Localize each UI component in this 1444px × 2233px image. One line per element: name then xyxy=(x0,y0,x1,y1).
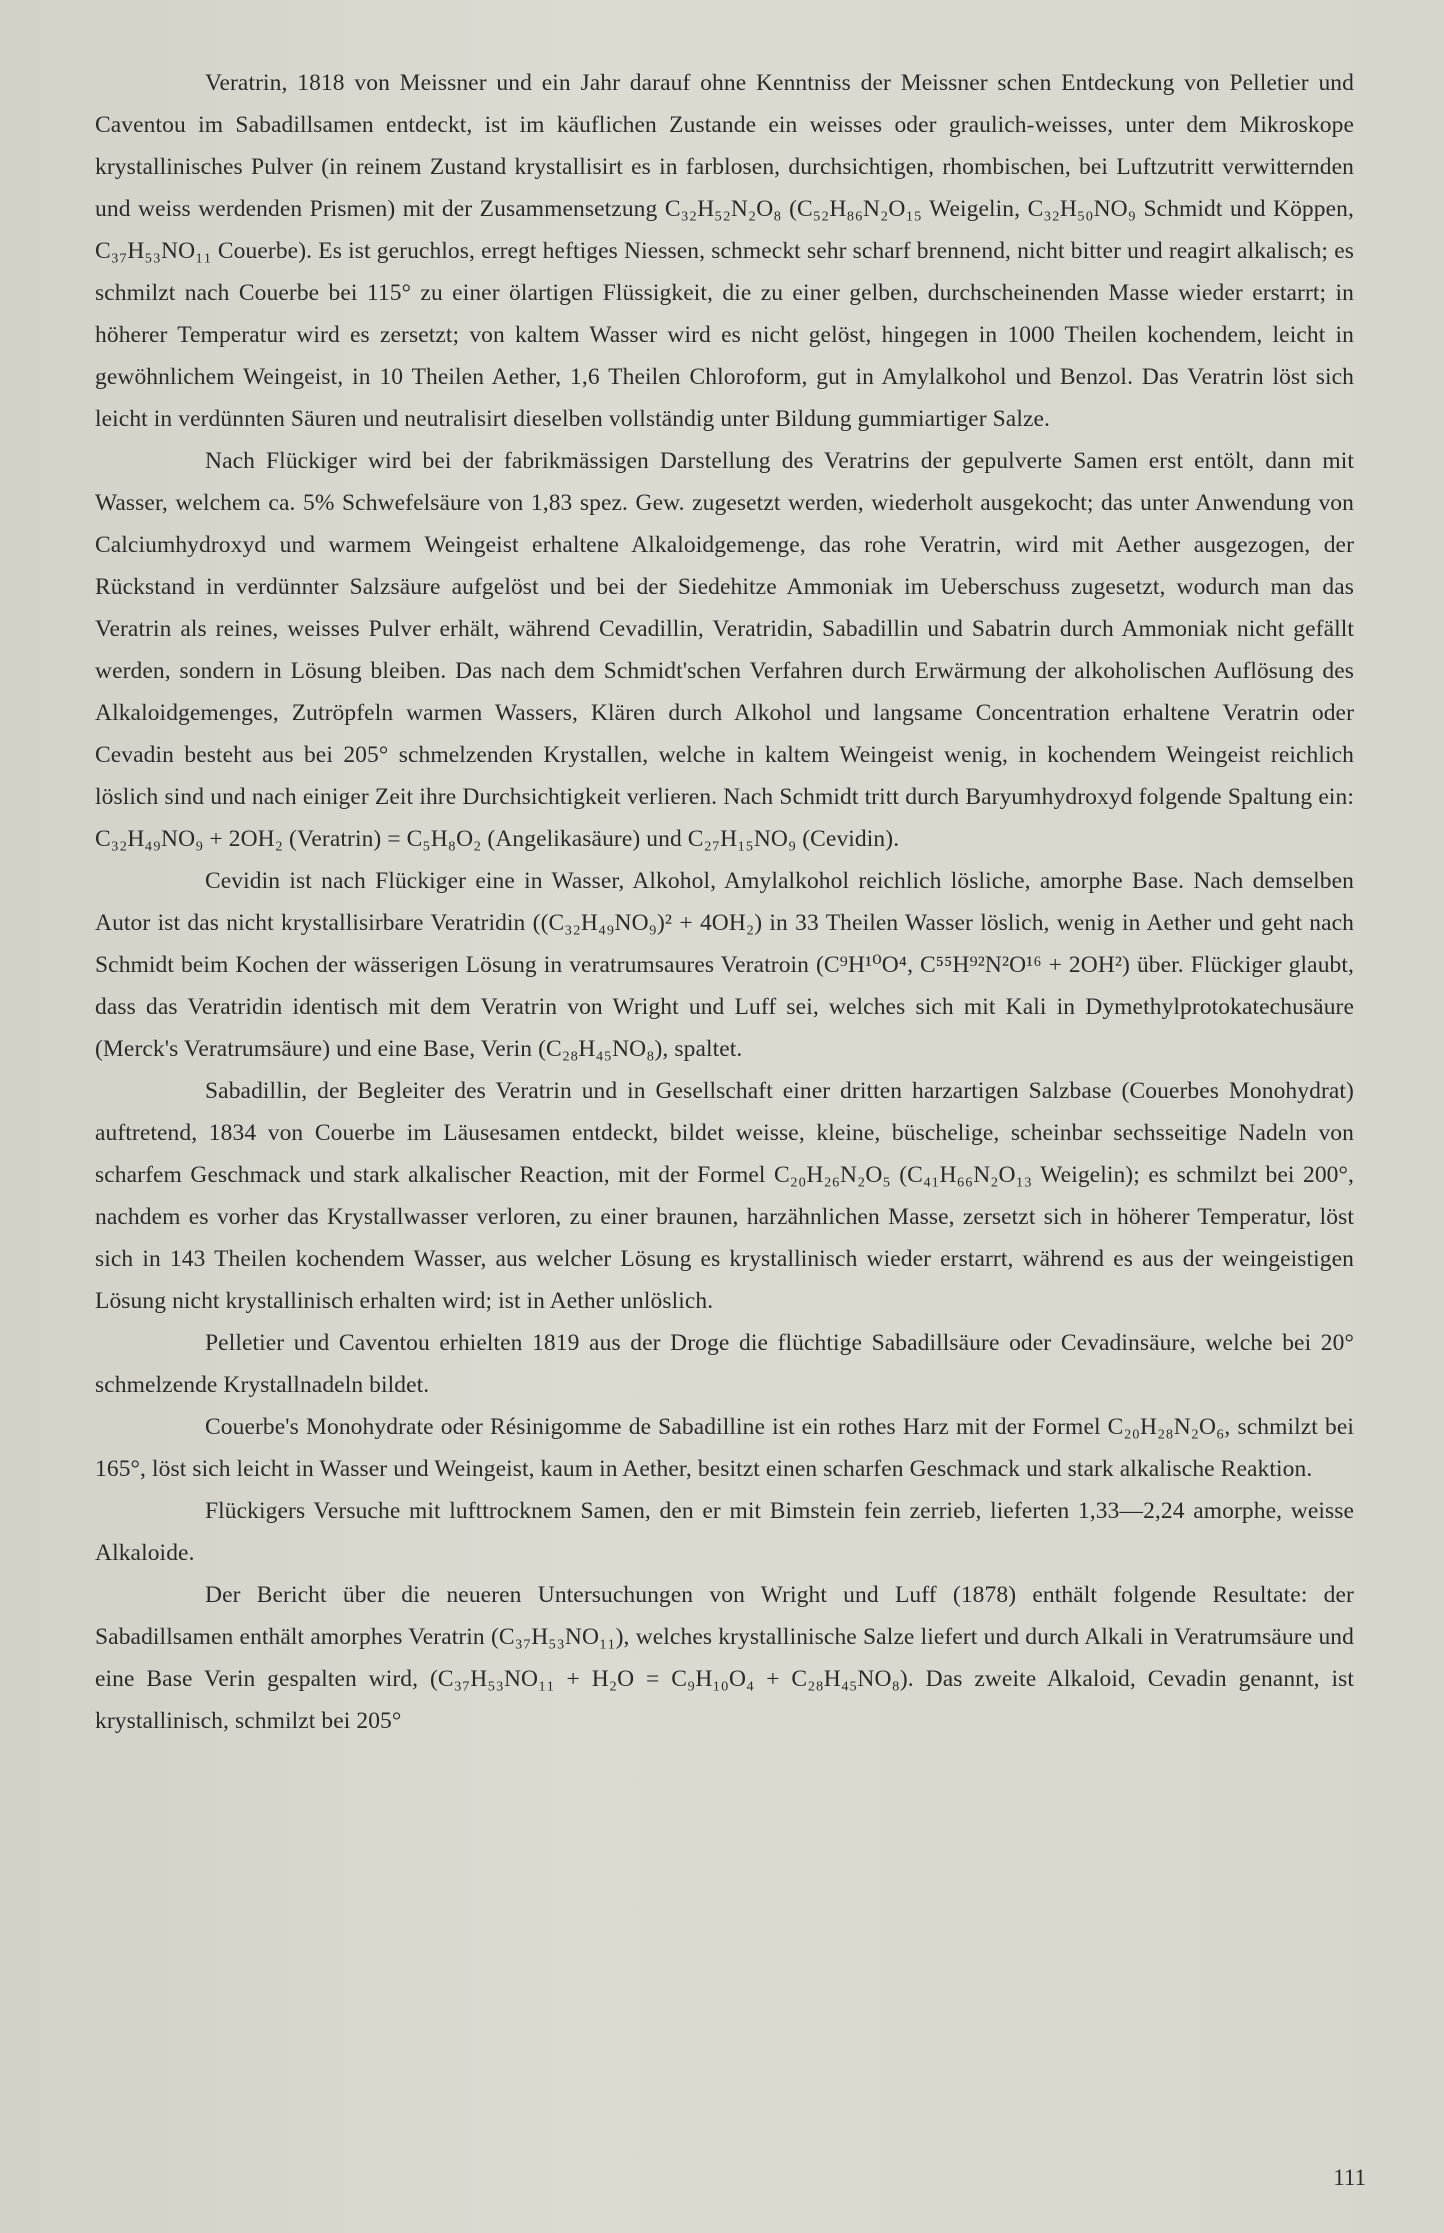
page-number: 111 xyxy=(1333,2165,1366,2190)
paragraph-sabadillin: Sabadillin, der Begleiter des Veratrin und in Gesellschaft einer dritten harzartigen Salzbase (Couerbes Monohydrat) auftretend, 1834 von Couerbe im Läusesamen entdeckt, bildet weisse, kleine, büschelige, scheinbar sechsseitige Nadeln von scharfem Geschmack und stark alkalischer Reaction, mit der Formel C₂₀H₂₆N₂O₅ (C₄₁H₆₆N₂O₁₃ Weigelin); es schmilzt bei 200°, nachdem es vorher das Krystallwasser verloren, zu einer braunen, harzähnlichen Masse, zersetzt sich in höherer Temperatur, löst sich in 143 Theilen kochendem Wasser, aus welcher Lösung es krystallinisch wieder erstarrt, während es aus der weingeistigen Lösung nicht krystallinisch erhalten wird; ist in Aether unlöslich. xyxy=(95,1078,1354,1314)
body-text xyxy=(95,62,1354,1742)
paragraph-flueckiger-versuche: Flückigers Versuche mit lufttrocknem Samen, den er mit Bimstein fein zerrieb, lieferten 1,33—2,24 amorphe, weisse Alkaloide. xyxy=(95,1498,1354,1566)
paragraph-pelletier: Pelletier und Caventou erhielten 1819 aus der Droge die flüchtige Sabadillsäure oder Cevadinsäure, welche bei 20° schmelzende Krystallnadeln bildet. xyxy=(95,1330,1354,1398)
paragraph-cevidin: Cevidin ist nach Flückiger eine in Wasser, Alkohol, Amylalkohol reichlich lösliche, amorphe Base. Nach demselben Autor ist das nicht krystallisirbare Veratridin ((C₃₂H₄₉NO₉)² + 4OH₂) in 33 Theilen Wasser löslich, wenig in Aether und geht nach Schmidt beim Kochen der wässerigen Lösung in veratrumsaures Veratroin (C⁹H¹⁰O⁴, C⁵⁵H⁹²N²O¹⁶ + 2OH²) über. Flückiger glaubt, dass das Veratridin identisch mit dem Veratrin von Wright und Luff sei, welches sich mit Kali in Dymethylprotokatechusäure (Merck's Veratrumsäure) und eine Base, Verin (C₂₈H₄₅NO₈), spaltet. xyxy=(95,868,1354,1062)
paragraph-wright-luff: Der Bericht über die neueren Untersuchungen von Wright und Luff (1878) enthält folgende Resultate: der Sabadillsamen enthält amorphes Veratrin (C₃₇H₅₃NO₁₁), welches krystallinische Salze liefert und durch Alkali in Veratrumsäure und eine Base Verin gespalten wird, (C₃₇H₅₃NO₁₁ + H₂O = C₉H₁₀O₄ + C₂₈H₄₅NO₈). Das zweite Alkaloid, Cevadin genannt, ist krystallinisch, schmilzt bei 205° xyxy=(95,1582,1354,1734)
paragraph-flueckiger-darstellung: Nach Flückiger wird bei der fabrikmässigen Darstellung des Veratrins der gepulverte Samen erst entölt, dann mit Wasser, welchem ca. 5% Schwefelsäure von 1,83 spez. Gew. zugesetzt werden, wiederholt ausgekocht; das unter Anwendung von Calciumhydroxyd und warmem Weingeist erhaltene Alkaloidgemenge, das rohe Veratrin, wird mit Aether ausgezogen, der Rückstand in verdünnter Salzsäure aufgelöst und bei der Siedehitze Ammoniak im Ueberschuss zugesetzt, wodurch man das Veratrin als reines, weisses Pulver erhält, während Cevadillin, Veratridin, Sabadillin und Sabatrin durch Ammoniak nicht gefällt werden, sondern in Lösung bleiben. Das nach dem Schmidt'schen Verfahren durch Erwärmung der alkoholischen Auflösung des Alkaloidgemenges, Zutröpfeln warmen Wassers, Klären durch Alkohol und langsame Concentration erhaltene Veratrin oder Cevadin besteht aus bei 205° schmelzenden Krystallen, welche in kaltem Weingeist wenig, in kochendem Weingeist reichlich löslich sind und nach einiger Zeit ihre Durchsichtigkeit verlieren. Nach Schmidt tritt durch Baryumhydroxyd folgende Spaltung ein: C₃₂H₄₉NO₉ + 2OH₂ (Veratrin) = C₅H₈O₂ (Angelikasäure) und C₂₇H₁₅NO₉ (Cevidin). xyxy=(95,448,1354,852)
paragraph-couerbe: Couerbe's Monohydrate oder Résinigomme de Sabadilline ist ein rothes Harz mit der Formel C₂₀H₂₈N₂O₆, schmilzt bei 165°, löst sich leicht in Wasser und Weingeist, kaum in Aether, besitzt einen scharfen Geschmack und stark alkalische Reaktion. xyxy=(95,1414,1354,1482)
paragraph-veratrin: Veratrin, 1818 von Meissner und ein Jahr darauf ohne Kenntniss der Meissner schen Entdeckung von Pelletier und Caventou im Sabadillsamen entdeckt, ist im käuflichen Zustande ein weisses oder graulich-weisses, unter dem Mikroskope krystallinisches Pulver (in reinem Zustand krystallisirt es in farblosen, durchsichtigen, rhombischen, bei Luftzutritt verwitternden und weiss werdenden Prismen) mit der Zusammensetzung C₃₂H₅₂N₂O₈ (C₅₂H₈₆N₂O₁₅ Weigelin, C₃₂H₅₀NO₉ Schmidt und Köppen, C₃₇H₅₃NO₁₁ Couerbe). Es ist geruchlos, erregt heftiges Niessen, schmeckt sehr scharf brennend, nicht bitter und reagirt alkalisch; es schmilzt nach Couerbe bei 115° zu einer ölartigen Flüssigkeit, die zu einer gelben, durchscheinenden Masse wieder erstarrt; in höherer Temperatur wird es zersetzt; von kaltem Wasser wird es nicht gelöst, hingegen in 1000 Theilen kochendem, leicht in gewöhnlichem Weingeist, in 10 Theilen Aether, 1,6 Theilen Chloroform, gut in Amylalkohol und Benzol. Das Veratrin löst sich leicht in verdünnten Säuren und neutralisirt dieselben vollständig unter Bildung gummiartiger Salze. xyxy=(95,70,1354,432)
